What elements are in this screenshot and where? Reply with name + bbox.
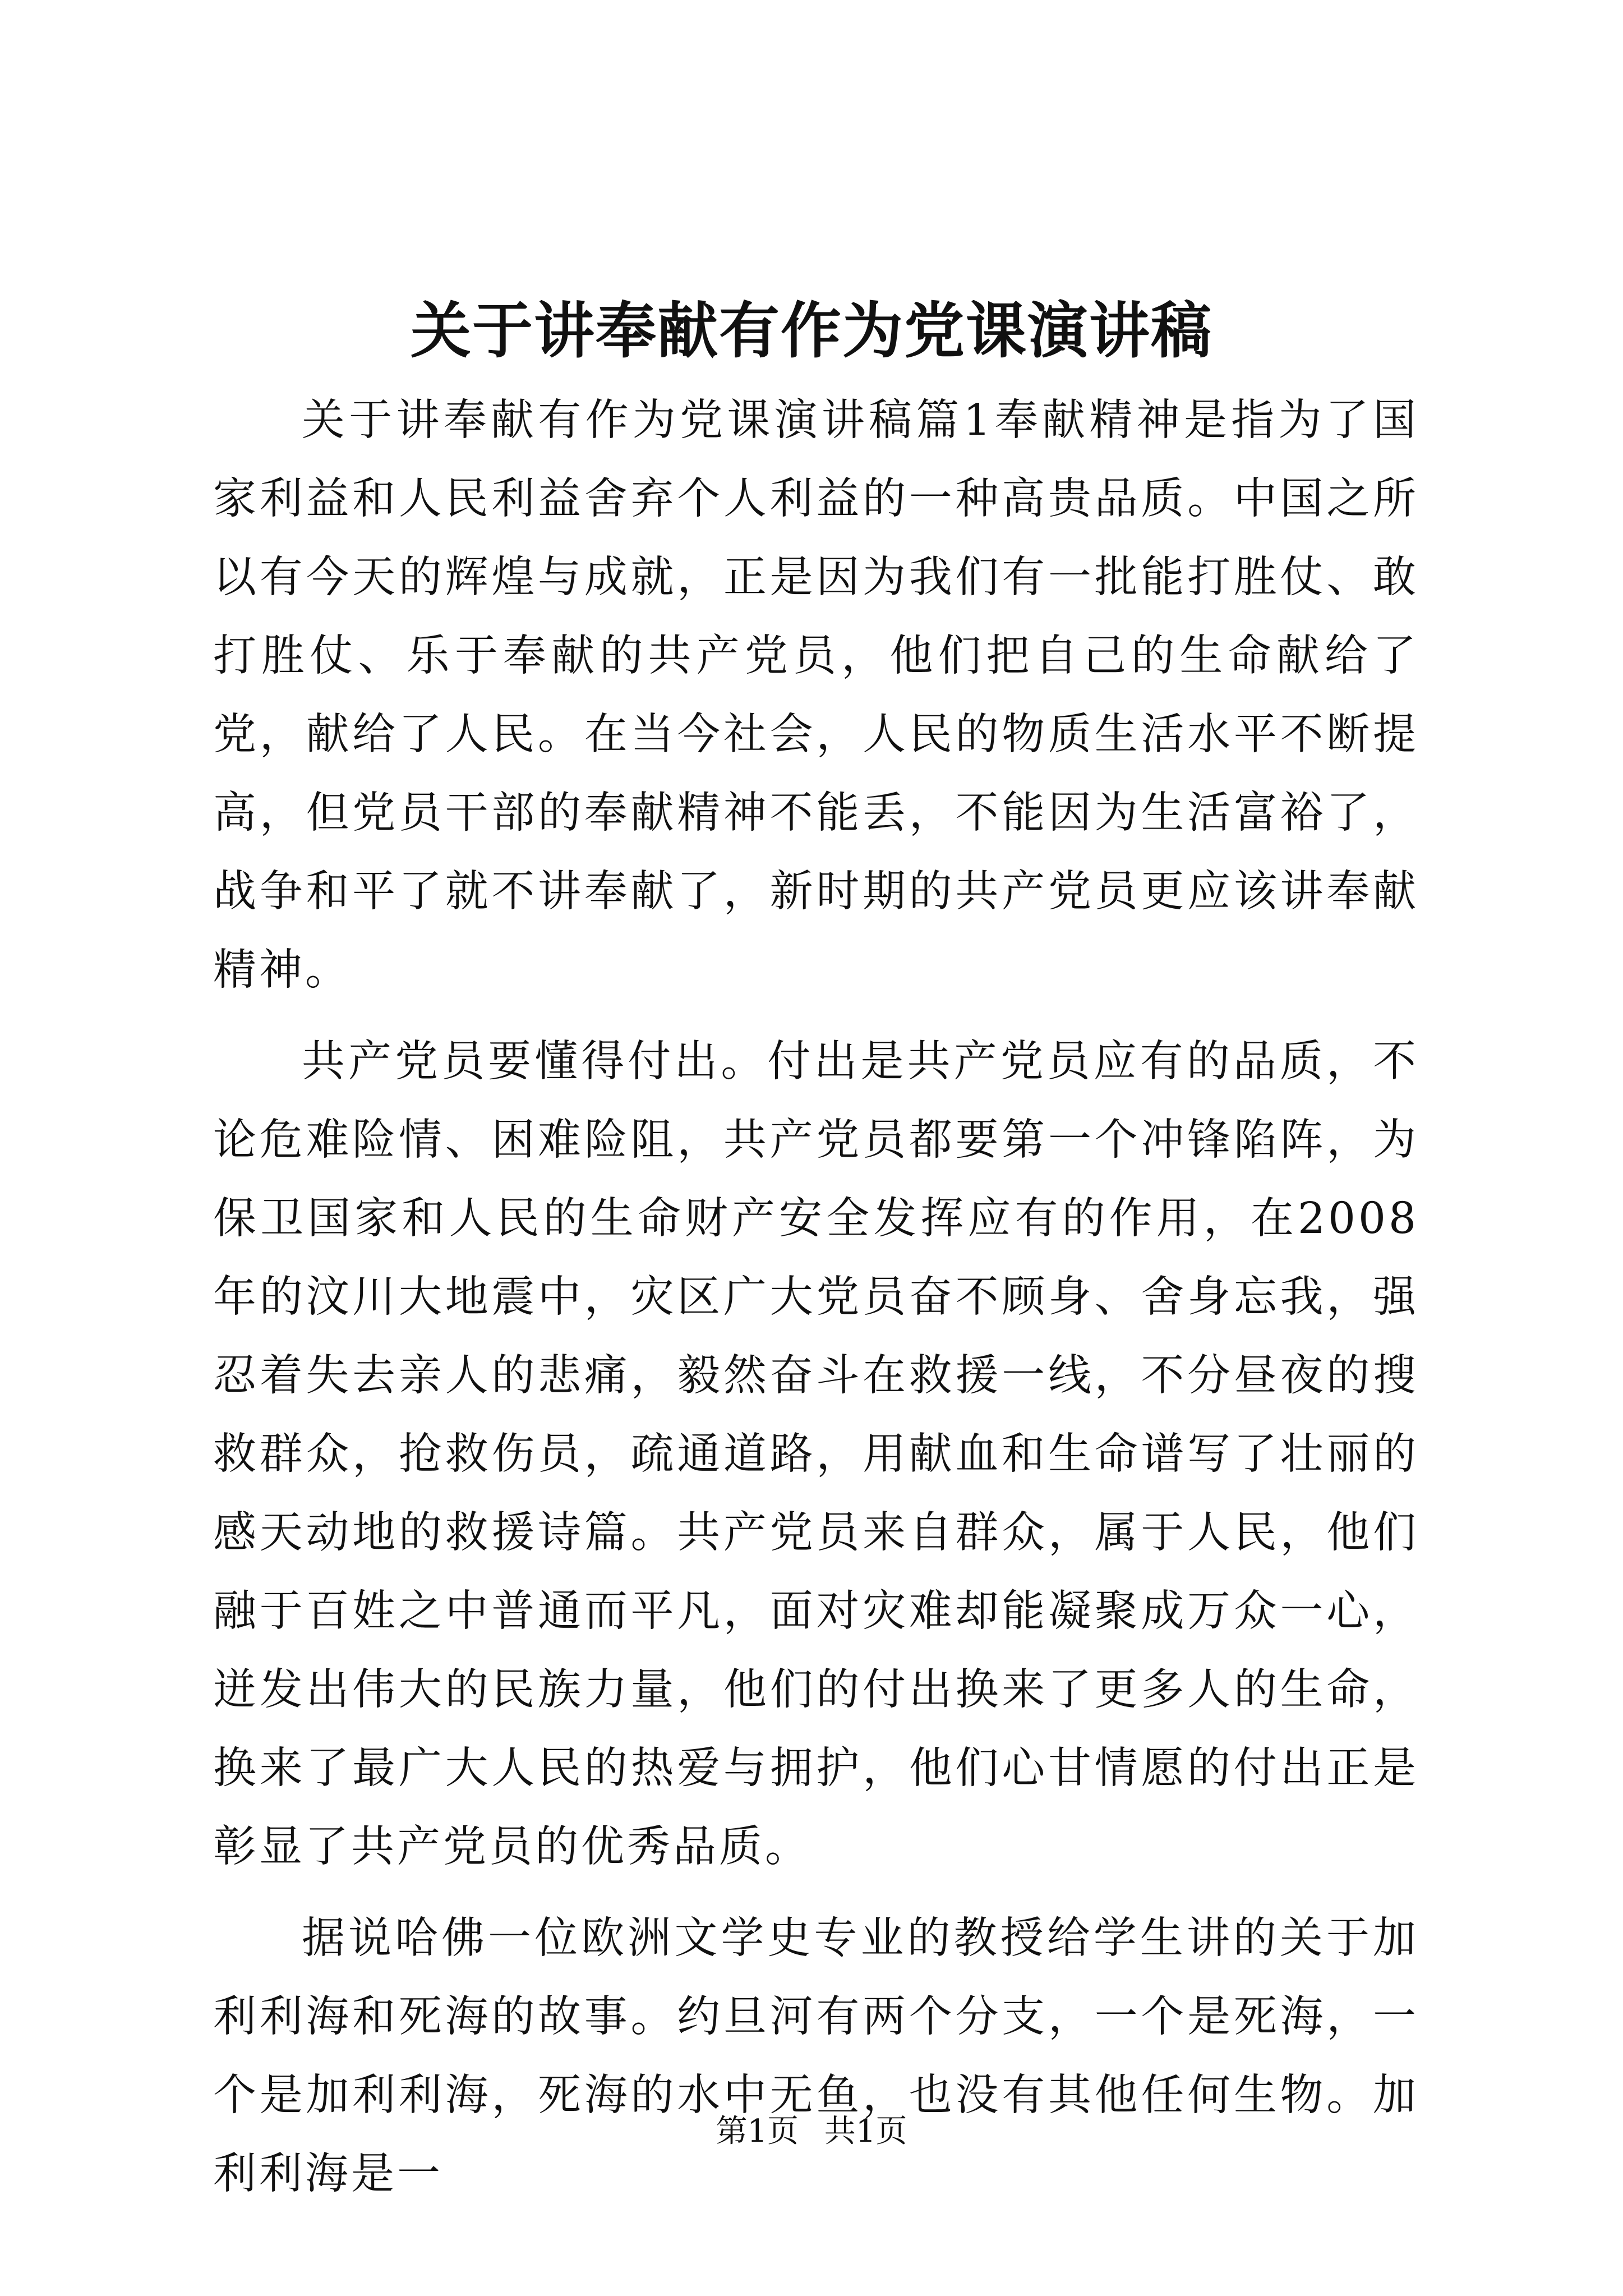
- page-total: 共1页: [824, 2113, 907, 2150]
- page-number: 第1页: [716, 2113, 799, 2150]
- document-title: 关于讲奉献有作为党课演讲稿: [410, 296, 1212, 366]
- paragraph-2: 共产党员要懂得付出。付出是共产党员应有的品质，不论危难险情、困难险阻，共产党员都要第一个冲锋陷阵，为保卫国家和人民的生命财产安全发挥应有的作用，在2008年的汶川大地震中，灾区广大党员奋不顾身、舍身忘我，强忍着失去亲人的悲痛，毅然奋斗在救援一线，不分昼夜的搜救群众，抢救伤员，疏通道路，用献血和生命谱写了壮丽的感天动地的救援诗篇。共产党员来自群众，属于人民，他们融于百姓之中普通而平凡，面对灾难却能凝聚成万众一心，迸发出伟大的民族力量，他们的付出换来了更多人的生命，换来了最广大人民的热爱与拥护，他们心甘情愿的付出正是彰显了共产党员的优秀品质。: [213, 1037, 1419, 1872]
- page-footer: [0, 2109, 1623, 2154]
- paragraph-1: 关于讲奉献有作为党课演讲稿篇1奉献精神是指为了国家利益和人民利益舍弃个人利益的一种高贵品质。中国之所以有今天的辉煌与成就，正是因为我们有一批能打胜仗、敢打胜仗、乐于奉献的共产党员，他们把自己的生命献给了党，献给了人民。在当今社会，人民的物质生活水平不断提高，但党员干部的奉献精神不能丢，不能因为生活富裕了，战争和平了就不讲奉献了，新时期的共产党员更应该讲奉献精神。: [213, 395, 1419, 995]
- document-body: [213, 381, 1419, 2226]
- paragraph-3: 据说哈佛一位欧洲文学史专业的教授给学生讲的关于加利利海和死海的故事。约旦河有两个分支，一个是死海，一个是加利利海，死海的水中无鱼，也没有其他任何生物。加利利海是一: [213, 1913, 1419, 2199]
